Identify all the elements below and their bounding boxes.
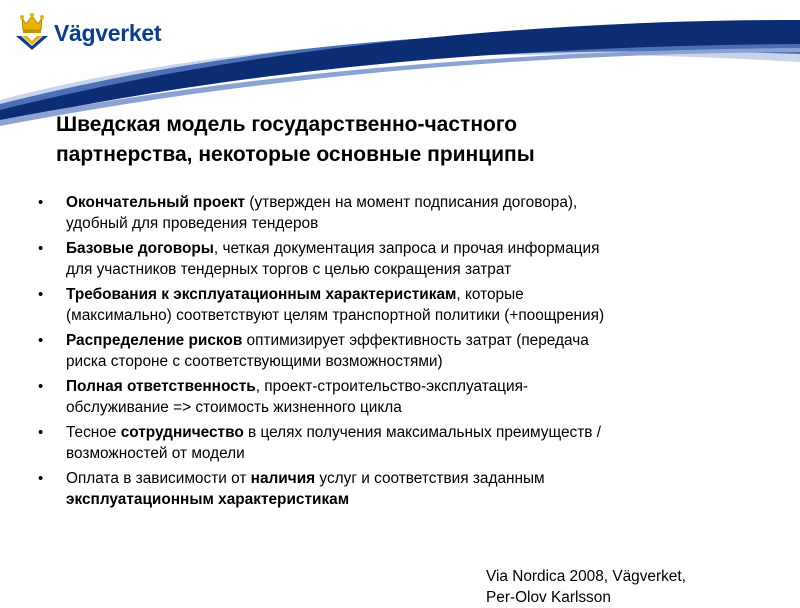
bullet-line [66,259,774,280]
bullet-bold-text: сотрудничество [120,424,244,441]
bullet-line [66,489,774,510]
bullet-text: обслуживание => стоимость жизненного цикла [66,399,402,416]
bullet-text: услуг и соответствия заданным [315,470,545,487]
bullet-line [66,443,774,464]
bullet-text: , четкая документация запроса и прочая информация [213,240,600,257]
slide-title-line: Шведская модель государственно-частного [56,113,518,136]
bullet-item [34,468,774,510]
bullet-text: оптимизирует эффективность затрат (передача [242,332,589,349]
bullet-text: (максимально) соответствуют целям транспортной политики (+поощрения) [66,307,605,324]
source-citation [486,566,796,608]
vagverket-logo [14,12,184,54]
bullet-line [66,213,774,234]
bullet-line [66,351,774,372]
bullet-item [34,376,774,418]
bullet-icon: • [38,194,44,211]
bullet-icon: • [38,332,44,349]
bullet-item [34,192,774,234]
bullet-icon: • [38,470,44,487]
bullet-text: риска стороне с соответствующими возможностями) [66,353,443,370]
crown-icon [14,12,50,52]
bullet-text: Оплата в зависимости от [66,470,251,487]
bullet-bold-text: Требования к эксплуатационным характеристикам [66,286,457,303]
bullet-text: Тесное [66,424,121,441]
bullet-line [66,376,774,397]
bullet-item [34,238,774,280]
bullet-line [66,397,774,418]
bullet-icon: • [38,424,44,441]
bullet-line [66,468,774,489]
bullet-text: , которые [456,286,524,303]
slide-title [56,110,776,170]
bullet-line [66,422,774,443]
logo-wordmark: Vägverket [54,20,162,46]
bullet-bold-text: наличия [250,470,316,487]
bullet-line [66,284,774,305]
bullet-bold-text: Распределение рисков [66,332,243,349]
bullet-icon: • [38,286,44,303]
bullet-bold-text: Полная ответственность [66,378,256,395]
bullet-bold-text: эксплуатационным характеристикам [66,491,350,508]
bullet-bold-text: Окончательный проект [66,194,246,211]
bullet-item [34,284,774,326]
bullet-line [66,305,774,326]
bullet-list [34,192,774,514]
bullet-text: (утвержден на момент подписания договора), [245,194,578,211]
bullet-text: в целях получения максимальных преимуществ / [243,424,602,441]
bullet-text: возможностей от модели [66,445,245,462]
bullet-item [34,330,774,372]
bullet-line [66,192,774,213]
source-line: Per-Olov Karlsson [486,589,611,606]
bullet-line [66,330,774,351]
slide-title-line: партнерства, некоторые основные принципы [56,143,535,166]
bullet-line [66,238,774,259]
bullet-icon: • [38,378,44,395]
bullet-text: , проект-строительство-эксплуатация- [255,378,529,395]
bullet-item [34,422,774,464]
bullet-text: для участников тендерных торгов с целью сокращения затрат [66,261,512,278]
bullet-icon: • [38,240,44,257]
bullet-bold-text: Базовые договоры [66,240,214,257]
source-line: Via Nordica 2008, Vägverket, [486,568,686,585]
bullet-text: удобный для проведения тендеров [66,215,319,232]
